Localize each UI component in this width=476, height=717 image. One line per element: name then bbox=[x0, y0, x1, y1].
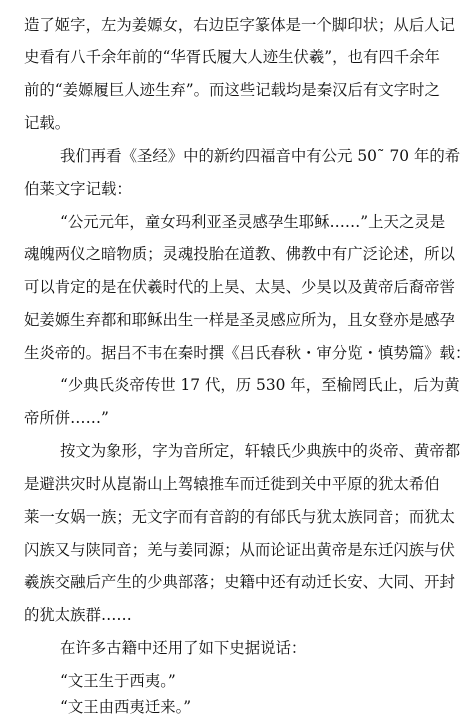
text-line: 莱一女娲一族；无文字而有音韵的有邰氏与犹太族同音；而犹太 bbox=[24, 508, 455, 526]
text-line: “少典氏炎帝传世 17 代，历 530 年，至榆罔氏止，后为黄 bbox=[60, 376, 460, 394]
text-line: 史看有八千余年前的“华胥氏履大人迹生伏羲”，也有四千余年 bbox=[24, 48, 440, 66]
text-line: 按文为象形，字为音所定，轩辕氏少典族中的炎帝、黄帝都 bbox=[60, 442, 461, 460]
text-line: 可以肯定的是在伏羲时代的上昊、太昊、少昊以及黄帝后裔帝喾 bbox=[24, 278, 455, 296]
text-line: 在许多古籍中还用了如下史据说话： bbox=[60, 639, 307, 657]
text-line: “文王生于西夷。” bbox=[60, 672, 176, 690]
text-line: 生炎帝的。据吕不韦在秦时撰《吕氏春秋・审分览・慎势篇》载： bbox=[24, 344, 471, 362]
text-line: 前的“姜嫄履巨人迹生弃”。而这些记载均是秦汉后有文字时之 bbox=[24, 81, 440, 99]
text-line: “文王由西夷迁来。” bbox=[60, 698, 192, 716]
text-line: 闪族又与陕同音；羌与姜同源；从而论证出黄帝是东迁闪族与伏 bbox=[24, 541, 455, 559]
text-line: 魂魄两仪之暗物质；灵魂投胎在道教、佛教中有广泛论述，所以 bbox=[24, 245, 455, 263]
text-line: “公元元年，童女玛利亚圣灵感孕生耶稣……”上天之灵是 bbox=[60, 213, 446, 231]
text-line: 是避洪灾时从崑嵛山上驾辕推车而迁徙到关中平原的犹太希伯 bbox=[24, 475, 440, 493]
text-line: 羲族交融后产生的少典部落；史籍中还有动迁长安、大同、开封 bbox=[24, 573, 455, 591]
text-line: 妃姜嫄生弃都和耶稣出生一样是圣灵感应所为，且女登亦是感孕 bbox=[24, 311, 455, 329]
text-line: 帝所併……” bbox=[24, 409, 109, 427]
text-line: 的犹太族群…… bbox=[24, 606, 132, 624]
text-line: 造了姬字，左为姜嫄女，右边臣字篆体是一个脚印状；从后人记 bbox=[24, 16, 455, 34]
text-line: 伯莱文字记载： bbox=[24, 180, 132, 198]
text-line: 我们再看《圣经》中的新约四福音中有公元 50˜ 70 年的希 bbox=[60, 147, 461, 165]
text-line: 记载。 bbox=[24, 114, 71, 132]
